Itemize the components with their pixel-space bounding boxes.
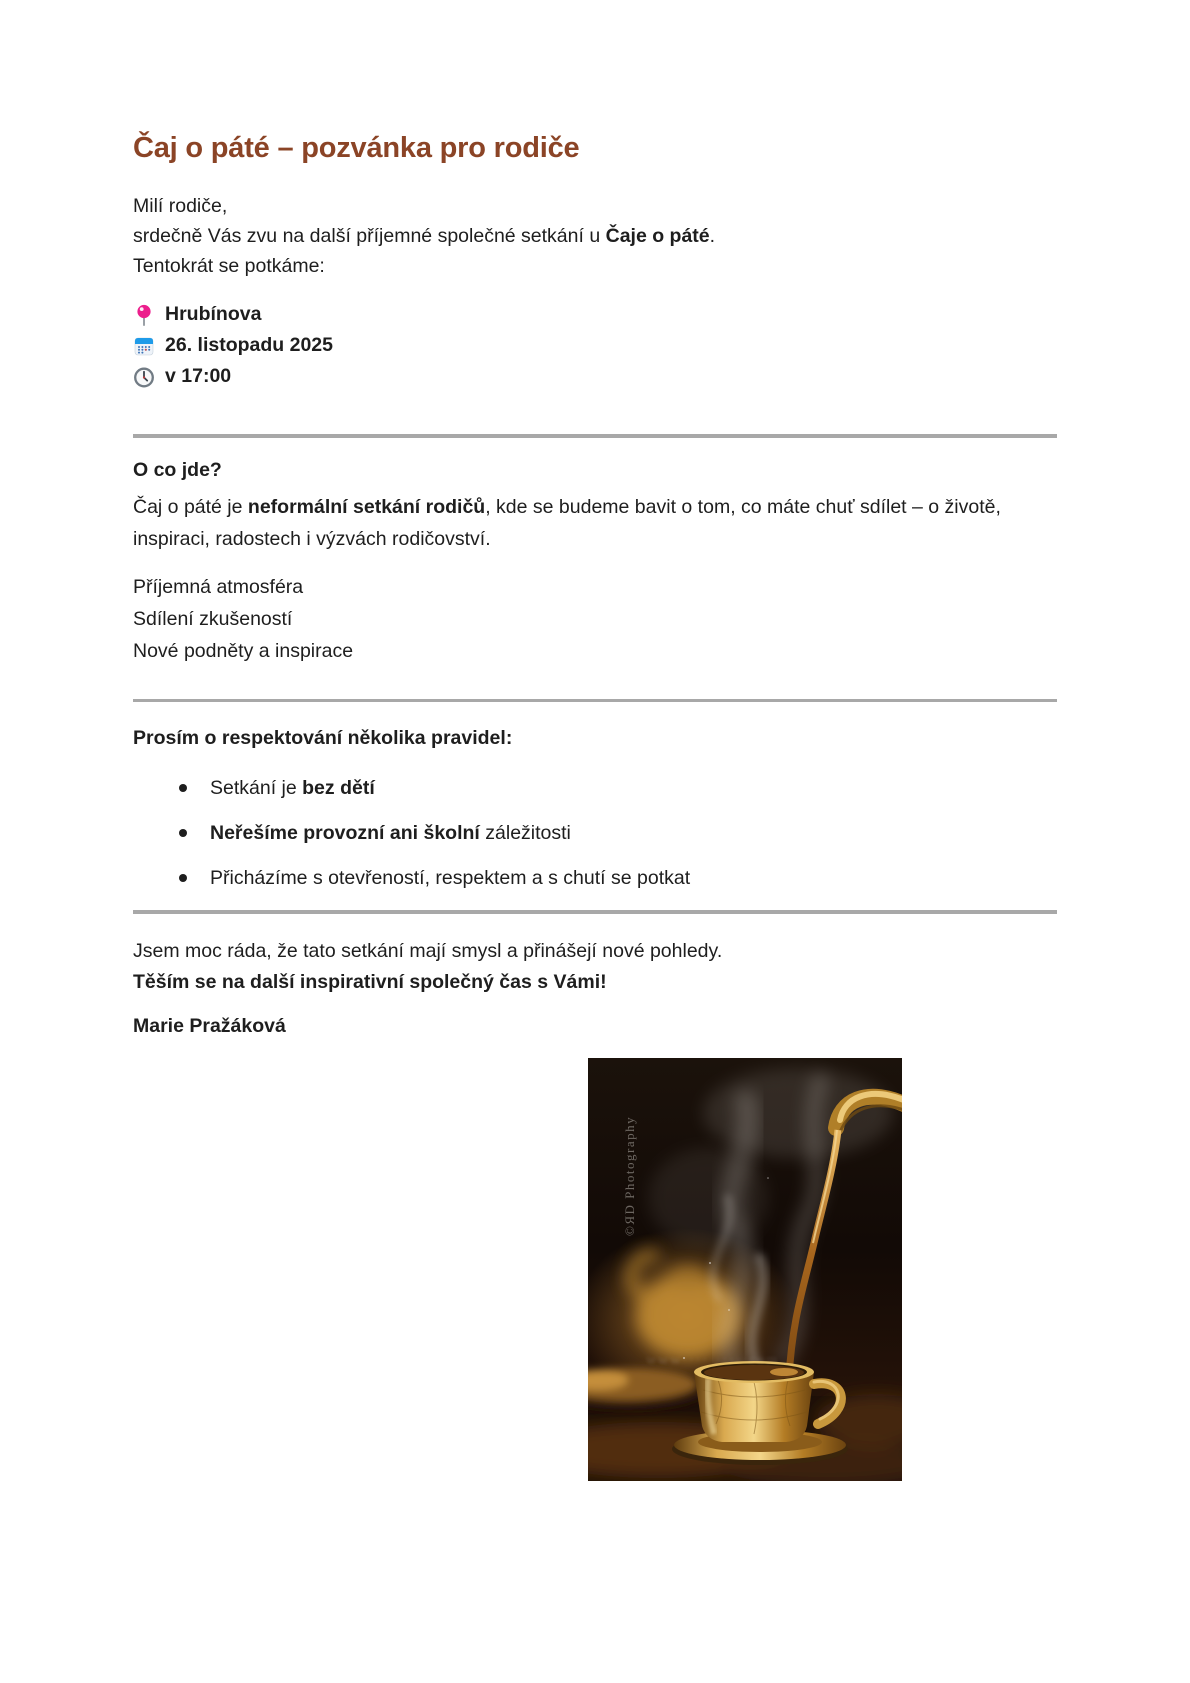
intro-paragraph [133, 191, 1057, 281]
event-details [133, 299, 1057, 392]
closing-line-2: Těším se na další inspirativní společný čas s Vámi! [133, 970, 607, 993]
event-date-row [133, 330, 1057, 361]
event-location-label: Hrubínova [165, 303, 262, 325]
event-time-row [133, 361, 1057, 392]
event-location-row [133, 299, 1057, 330]
section-divider-1 [133, 434, 1057, 438]
section-divider-3 [133, 910, 1057, 914]
about-heading: O co jde? [133, 458, 222, 481]
highlights-list [133, 571, 1057, 667]
section-divider-2 [133, 699, 1057, 703]
signature: Marie Pražáková [133, 1014, 286, 1037]
event-time-label: v 17:00 [165, 365, 232, 387]
rule-item: Setkání je bez dětí [133, 773, 1057, 803]
closing-line-1: Jsem moc ráda, že tato setkání mají smysl a přinášejí nové pohledy. [133, 939, 723, 962]
tea-photo [588, 1058, 902, 1481]
intro-line-2: srdečně Vás zvu na další příjemné společné setkání u Čaje o páté. [133, 225, 716, 247]
document-content [133, 0, 1057, 1481]
round-pushpin-icon [133, 304, 155, 326]
highlight-item: Příjemná atmosféra [133, 575, 304, 598]
highlight-item: Nové podněty a inspirace [133, 639, 354, 662]
closing-paragraph [133, 936, 1057, 998]
intro-line-3: Tentokrát se potkáme: [133, 255, 325, 277]
rules-list [133, 773, 1057, 893]
page-title: Čaj o páté – pozvánka pro rodiče [133, 132, 580, 164]
rules-heading: Prosím o respektování několika pravidel: [133, 727, 513, 749]
about-paragraph: Čaj o páté je neformální setkání rodičů, kde se budeme bavit o tom, co máte chuť sdílet – o životě, inspiraci, radostech i výzvách rodičovství. [133, 495, 1001, 550]
event-date-label: 26. listopadu 2025 [165, 334, 333, 356]
photo-watermark-vertical: ©ЯD Photography [622, 1115, 637, 1236]
clock-icon [133, 366, 155, 388]
calendar-icon [133, 335, 155, 357]
rule-item: Přicházíme s otevřeností, respektem a s chutí se potkat [133, 863, 1057, 893]
rule-item: Neřešíme provozní ani školní záležitosti [133, 818, 1057, 848]
photo-watermark-center: www··········com [646, 1352, 780, 1368]
tea-photo-art [588, 1058, 902, 1481]
intro-line-1: Milí rodiče, [133, 195, 228, 217]
highlight-item: Sdílení zkušeností [133, 607, 293, 630]
